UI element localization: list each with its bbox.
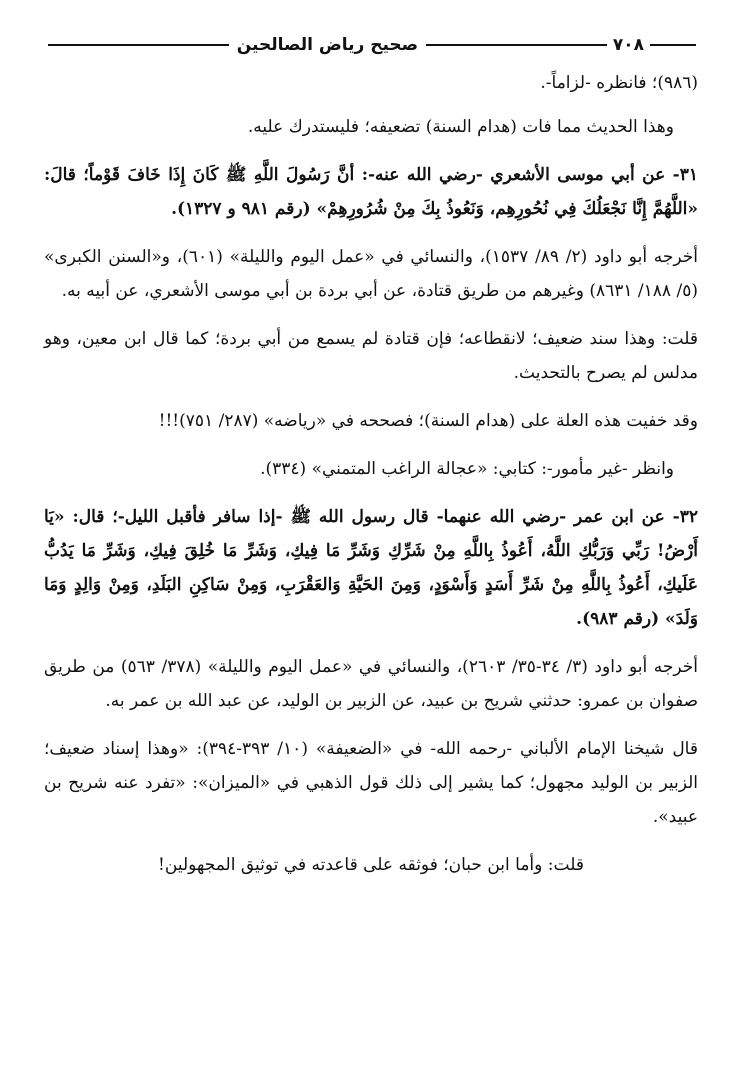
page-header: [48, 30, 696, 60]
takhrij-31: أخرجه أبو داود (٢/ ٨٩/ ١٥٣٧)، والنسائي في «عمل اليوم والليلة» (٦٠١)، و«السنن الكبرى» (٥/ ١٨٨/ ٨٦٣١) وغيرهم من طريق قتادة، عن أبي بردة بن أبي موسى الأشعري، عن أبيه به.: [44, 247, 699, 301]
critique-31: وقد خفيت هذه العلة على (هدام السنة)؛ فصححه في «رياضه» (٢٨٧/ ٧٥١)!!!: [158, 411, 698, 431]
reference-31: وانظر -غير مأمور-: كتابي: «عجالة الراغب المتمني» (٣٣٤).: [260, 459, 674, 479]
header-rule-left: [48, 44, 229, 46]
hadith-32: ٣٢- عن ابن عمر -رضي الله عنهما- قال رسول الله ﷺ -إذا سافر فأقبل الليل-؛ قال: «يَا أَرْضُ! رَبِّي وَرَبُّكِ اللَّهُ، أَعُوذُ بِاللَّهِ مِنْ شَرِّكِ وَشَرِّ مَا فِيكِ، وَشَرِّ مَا خُلِقَ فِيكِ، وَشَرِّ مَا يَدُبُّ عَلَيكِ، أَعُوذُ بِاللَّهِ مِنْ شَرِّ أَسَدٍ وَأَسْوَدٍ، وَمِنَ الحَيَّةِ وَالعَقْرَبِ، وَمِنْ سَاكِنِ البَلَدِ، وَمِنْ وَالِدٍ وَمَا وَلَدَ» (رقم ٩٨٣).: [44, 507, 698, 629]
header-rule-middle: [426, 44, 607, 46]
takhrij-32: أخرجه أبو داود (٣/ ٣٤-٣٥/ ٢٦٠٣)، والنسائي في «عمل اليوم والليلة» (٣٧٨/ ٥٦٣) من طريق صفوان بن عمرو: حدثني شريح بن عبيد، عن الزبير بن الوليد، عن عبد الله بن عمر به.: [44, 657, 699, 711]
albani-quote: قال شيخنا الإمام الألباني -رحمه الله- في «الضعيفة» (١٠/ ٣٩٣-٣٩٤): «وهذا إسناد ضعيف؛ الزبير بن الوليد مجهول؛ كما يشير إلى ذلك قول الذهبي في «الميزان»: «تفرد عنه شريح بن عبيد».: [44, 739, 698, 827]
hadith-31: ٣١- عن أبي موسى الأشعري -رضي الله عنه-: أنَّ رَسُولَ اللَّهِ ﷺ كَانَ إِذَا خَافَ قَوْماً؛ قالَ: «اللَّهُمَّ إِنَّا نَجْعَلُكَ فِي نُحُورِهِم، وَنَعُوذُ بِكَ مِنْ شُرُورِهِمْ» (رقم ٩٨١ و ١٣٢٧).: [44, 165, 698, 219]
page-body: [44, 66, 698, 896]
comment-31: قلت: وهذا سند ضعيف؛ لانقطاعه؛ فإن قتادة لم يسمع من أبي بردة؛ كما قال ابن معين، وهو مدلس لم يصرح بالتحديث.: [44, 329, 698, 383]
paragraph-continuation: (٩٨٦)؛ فانظره -لزاماً-.: [540, 73, 698, 93]
header-rule-right: [650, 44, 696, 46]
book-title: صحيح رياض الصالحين: [236, 35, 419, 55]
page-number: ٧٠٨: [612, 35, 644, 55]
final-comment: قلت: وأما ابن حبان؛ فوثقه على قاعدته في توثيق المجهولين!: [158, 855, 584, 875]
paragraph-note: وهذا الحديث مما فات (هدام السنة) تضعيفه؛ فليستدرك عليه.: [247, 117, 674, 137]
